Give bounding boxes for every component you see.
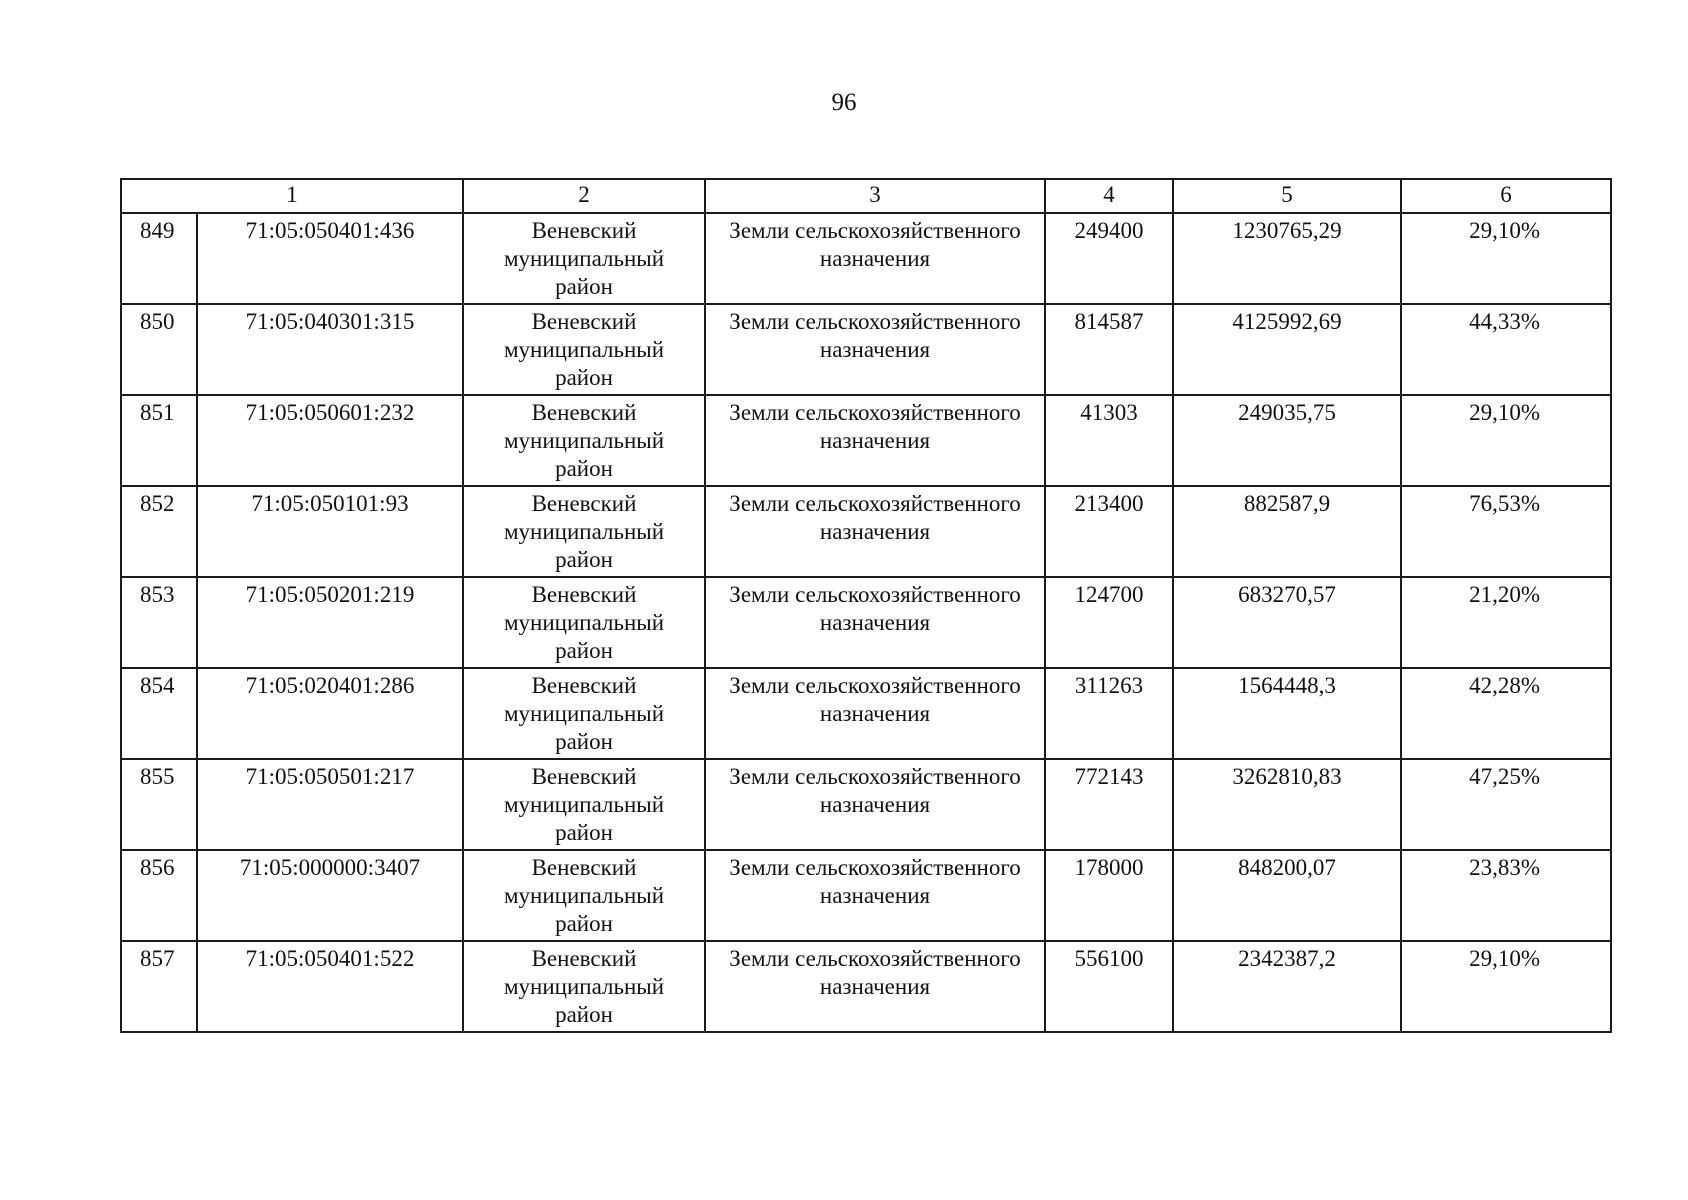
district-line: район [555, 547, 613, 572]
land-category-line: назначения [819, 246, 931, 271]
percent-value: 42,28% [1401, 668, 1611, 759]
area-value: 556100 [1045, 941, 1173, 1032]
cadastral-value: 4125992,69 [1173, 304, 1401, 395]
land-category-line: Земли сельскохозяйственного [729, 764, 1021, 789]
row-number: 857 [121, 941, 197, 1032]
column-header-6: 6 [1401, 179, 1611, 213]
land-category-line: Земли сельскохозяйственного [729, 582, 1021, 607]
cadastral-value: 848200,07 [1173, 850, 1401, 941]
district-line: Веневский [531, 764, 637, 789]
district-line: Веневский [531, 582, 637, 607]
land-category-cell [705, 577, 1045, 668]
district-line: район [555, 638, 613, 663]
district-line: муниципальный [503, 792, 665, 817]
column-header-3: 3 [705, 179, 1045, 213]
row-number: 854 [121, 668, 197, 759]
district-line: Веневский [531, 218, 637, 243]
percent-value: 29,10% [1401, 395, 1611, 486]
district-line: муниципальный [503, 610, 665, 635]
column-header-2: 2 [463, 179, 705, 213]
cadastral-number: 71:05:050601:232 [197, 395, 463, 486]
district-line: муниципальный [503, 883, 665, 908]
district-cell [463, 941, 705, 1032]
percent-value: 23,83% [1401, 850, 1611, 941]
district-line: Веневский [531, 855, 637, 880]
district-line: Веневский [531, 491, 637, 516]
row-number: 852 [121, 486, 197, 577]
row-number: 855 [121, 759, 197, 850]
district-cell [463, 213, 705, 304]
percent-value: 76,53% [1401, 486, 1611, 577]
cadastral-number: 71:05:050201:219 [197, 577, 463, 668]
cadastral-number: 71:05:050401:522 [197, 941, 463, 1032]
land-category-cell [705, 213, 1045, 304]
land-category-line: назначения [819, 701, 931, 726]
district-line: муниципальный [503, 974, 665, 999]
district-cell [463, 577, 705, 668]
column-header-5: 5 [1173, 179, 1401, 213]
district-line: муниципальный [503, 428, 665, 453]
area-value: 213400 [1045, 486, 1173, 577]
land-category-cell [705, 850, 1045, 941]
land-category-cell [705, 395, 1045, 486]
row-number: 850 [121, 304, 197, 395]
cadastral-value: 1230765,29 [1173, 213, 1401, 304]
land-category-line: Земли сельскохозяйственного [729, 855, 1021, 880]
table-row [121, 486, 1611, 577]
page-number: 96 [831, 89, 857, 116]
percent-value: 47,25% [1401, 759, 1611, 850]
land-category-line: Земли сельскохозяйственного [729, 946, 1021, 971]
row-number: 853 [121, 577, 197, 668]
land-plots-table [120, 178, 1612, 1033]
row-number: 851 [121, 395, 197, 486]
land-category-line: назначения [819, 974, 931, 999]
column-header-1: 1 [121, 179, 463, 213]
table-header-row [121, 179, 1611, 213]
percent-value: 29,10% [1401, 941, 1611, 1032]
district-line: муниципальный [503, 519, 665, 544]
land-category-cell [705, 304, 1045, 395]
district-cell [463, 668, 705, 759]
area-value: 249400 [1045, 213, 1173, 304]
area-value: 124700 [1045, 577, 1173, 668]
district-cell [463, 486, 705, 577]
table-row [121, 759, 1611, 850]
land-category-line: назначения [819, 428, 931, 453]
land-category-line: назначения [819, 883, 931, 908]
cadastral-number: 71:05:020401:286 [197, 668, 463, 759]
table-row [121, 850, 1611, 941]
cadastral-value: 683270,57 [1173, 577, 1401, 668]
cadastral-number: 71:05:050101:93 [197, 486, 463, 577]
land-category-cell [705, 941, 1045, 1032]
land-category-line: Земли сельскохозяйственного [729, 673, 1021, 698]
district-line: Веневский [531, 946, 637, 971]
district-line: район [555, 456, 613, 481]
land-category-cell [705, 486, 1045, 577]
area-value: 41303 [1045, 395, 1173, 486]
district-line: муниципальный [503, 246, 665, 271]
cadastral-value: 2342387,2 [1173, 941, 1401, 1032]
table-row [121, 213, 1611, 304]
district-line: район [555, 820, 613, 845]
cadastral-value: 1564448,3 [1173, 668, 1401, 759]
area-value: 772143 [1045, 759, 1173, 850]
district-line: район [555, 274, 613, 299]
cadastral-number: 71:05:050501:217 [197, 759, 463, 850]
land-category-line: назначения [819, 792, 931, 817]
cadastral-value: 882587,9 [1173, 486, 1401, 577]
land-category-line: назначения [819, 519, 931, 544]
row-number: 849 [121, 213, 197, 304]
table-row [121, 304, 1611, 395]
district-line: Веневский [531, 673, 637, 698]
cadastral-number: 71:05:040301:315 [197, 304, 463, 395]
land-category-line: Земли сельскохозяйственного [729, 309, 1021, 334]
district-line: район [555, 1002, 613, 1027]
district-line: муниципальный [503, 337, 665, 362]
district-line: район [555, 911, 613, 936]
land-category-line: назначения [819, 610, 931, 635]
column-header-4: 4 [1045, 179, 1173, 213]
row-number: 856 [121, 850, 197, 941]
table-row [121, 941, 1611, 1032]
cadastral-value: 249035,75 [1173, 395, 1401, 486]
land-category-cell [705, 668, 1045, 759]
district-line: район [555, 729, 613, 754]
table-row [121, 668, 1611, 759]
district-cell [463, 395, 705, 486]
district-line: Веневский [531, 309, 637, 334]
table-row [121, 395, 1611, 486]
percent-value: 44,33% [1401, 304, 1611, 395]
table-row [121, 577, 1611, 668]
district-line: Веневский [531, 400, 637, 425]
land-category-cell [705, 759, 1045, 850]
land-category-line: Земли сельскохозяйственного [729, 218, 1021, 243]
cadastral-value: 3262810,83 [1173, 759, 1401, 850]
area-value: 178000 [1045, 850, 1173, 941]
cadastral-number: 71:05:000000:3407 [197, 850, 463, 941]
district-line: район [555, 365, 613, 390]
percent-value: 21,20% [1401, 577, 1611, 668]
area-value: 814587 [1045, 304, 1173, 395]
district-cell [463, 759, 705, 850]
table-body [121, 213, 1611, 1032]
land-category-line: Земли сельскохозяйственного [729, 491, 1021, 516]
percent-value: 29,10% [1401, 213, 1611, 304]
land-category-line: назначения [819, 337, 931, 362]
district-line: муниципальный [503, 701, 665, 726]
district-cell [463, 304, 705, 395]
cadastral-number: 71:05:050401:436 [197, 213, 463, 304]
area-value: 311263 [1045, 668, 1173, 759]
land-category-line: Земли сельскохозяйственного [729, 400, 1021, 425]
district-cell [463, 850, 705, 941]
